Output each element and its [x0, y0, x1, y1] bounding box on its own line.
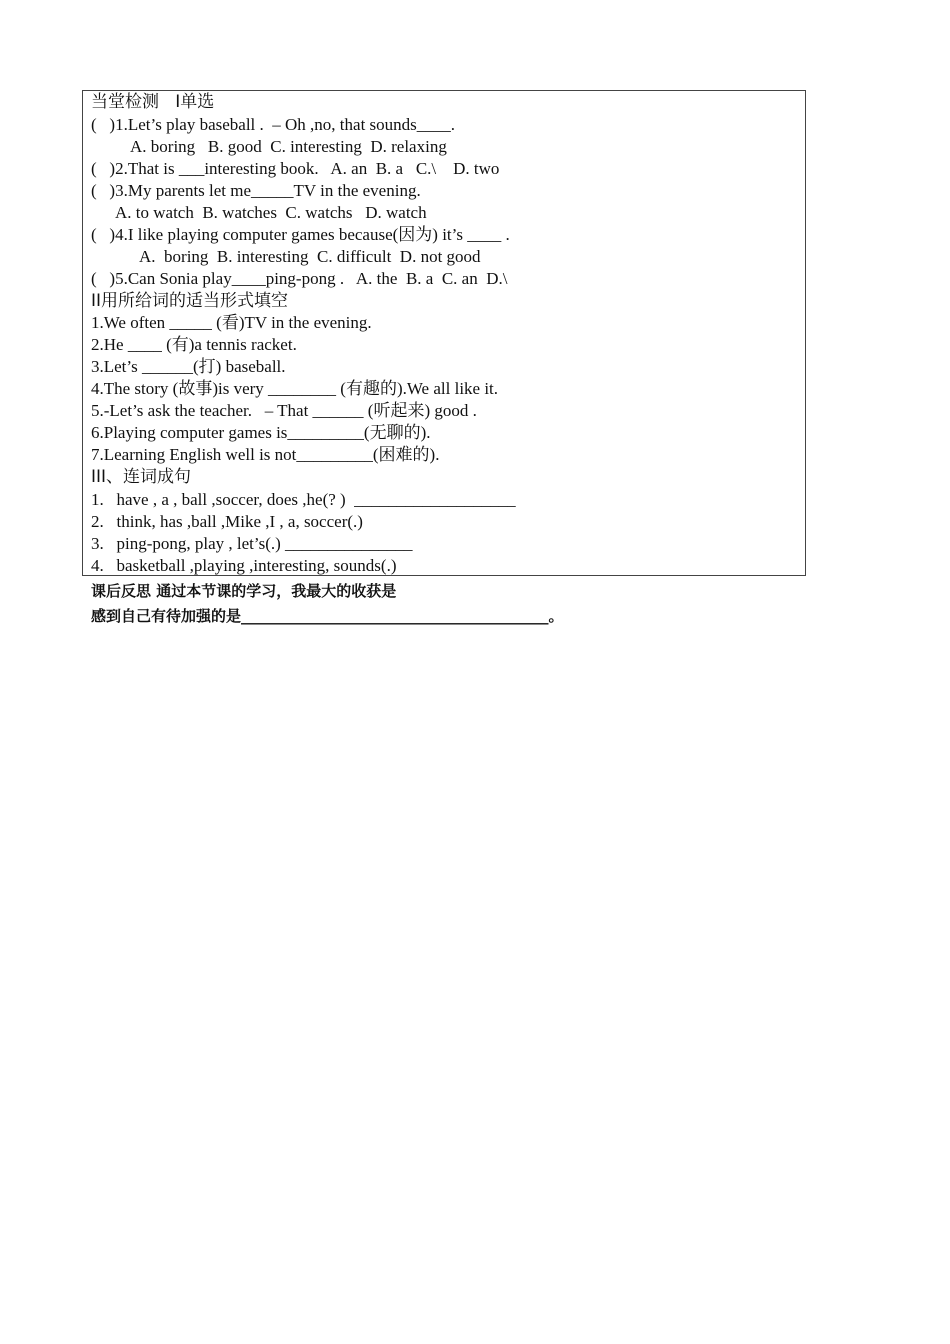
fill-item-2: 2.He ____ (有)a tennis racket.	[91, 335, 297, 354]
mc-options-1: A. boring B. good C. interesting D. relaxing	[130, 137, 447, 156]
fill-item-1: 1.We often _____ (看)TV in the evening.	[91, 313, 372, 332]
section3-title: III、连词成句	[91, 467, 192, 487]
fill-item-3: 3.Let’s ______(打) baseball.	[91, 357, 286, 376]
mc-options-4: A. boring B. interesting C. difficult D. not good	[139, 247, 481, 266]
order-item-3: 3. ping-pong, play , let’s(.) _______________	[91, 534, 413, 553]
quiz-header: 当堂检测 I单选	[91, 92, 215, 112]
mc-question-2: ( )2.That is ___interesting book. A. an B. a C.\ D. two	[91, 159, 500, 178]
mc-question-4: ( )4.I like playing computer games because(因为) it’s ____ .	[91, 225, 510, 244]
fill-item-4: 4.The story (故事)is very ________ (有趣的).We all like it.	[91, 379, 499, 398]
reflection-line-1: 课后反思 通过本节课的学习，我最大的收获是	[91, 582, 397, 600]
mc-options-3: A. to watch B. watches C. watchs D. watch	[115, 203, 427, 222]
fill-item-6: 6.Playing computer games is_________(无聊的).	[91, 423, 431, 442]
order-item-4: 4. basketball ,playing ,interesting, sounds(.)	[91, 556, 397, 575]
mc-question-3: ( )3.My parents let me_____TV in the evening.	[91, 181, 421, 200]
section2-title: II用所给词的适当形式填空	[91, 291, 289, 311]
mc-question-1: ( )1.Let’s play baseball . – Oh ,no, that sounds____.	[91, 115, 456, 134]
reflection-line-2: 感到自己有待加强的是_________________________________________。	[91, 607, 564, 625]
fill-item-7: 7.Learning English well is not_________(困难的).	[91, 445, 440, 464]
fill-item-5: 5.-Let’s ask the teacher. – That ______ (听起来) good .	[91, 401, 477, 420]
order-item-2: 2. think, has ,ball ,Mike ,I , a, soccer(.)	[91, 512, 363, 531]
mc-question-5: ( )5.Can Sonia play____ping-pong . A. the B. a C. an D.\	[91, 269, 508, 288]
order-item-1: 1. have , a , ball ,soccer, does ,he(? ) ___________________	[91, 490, 516, 509]
